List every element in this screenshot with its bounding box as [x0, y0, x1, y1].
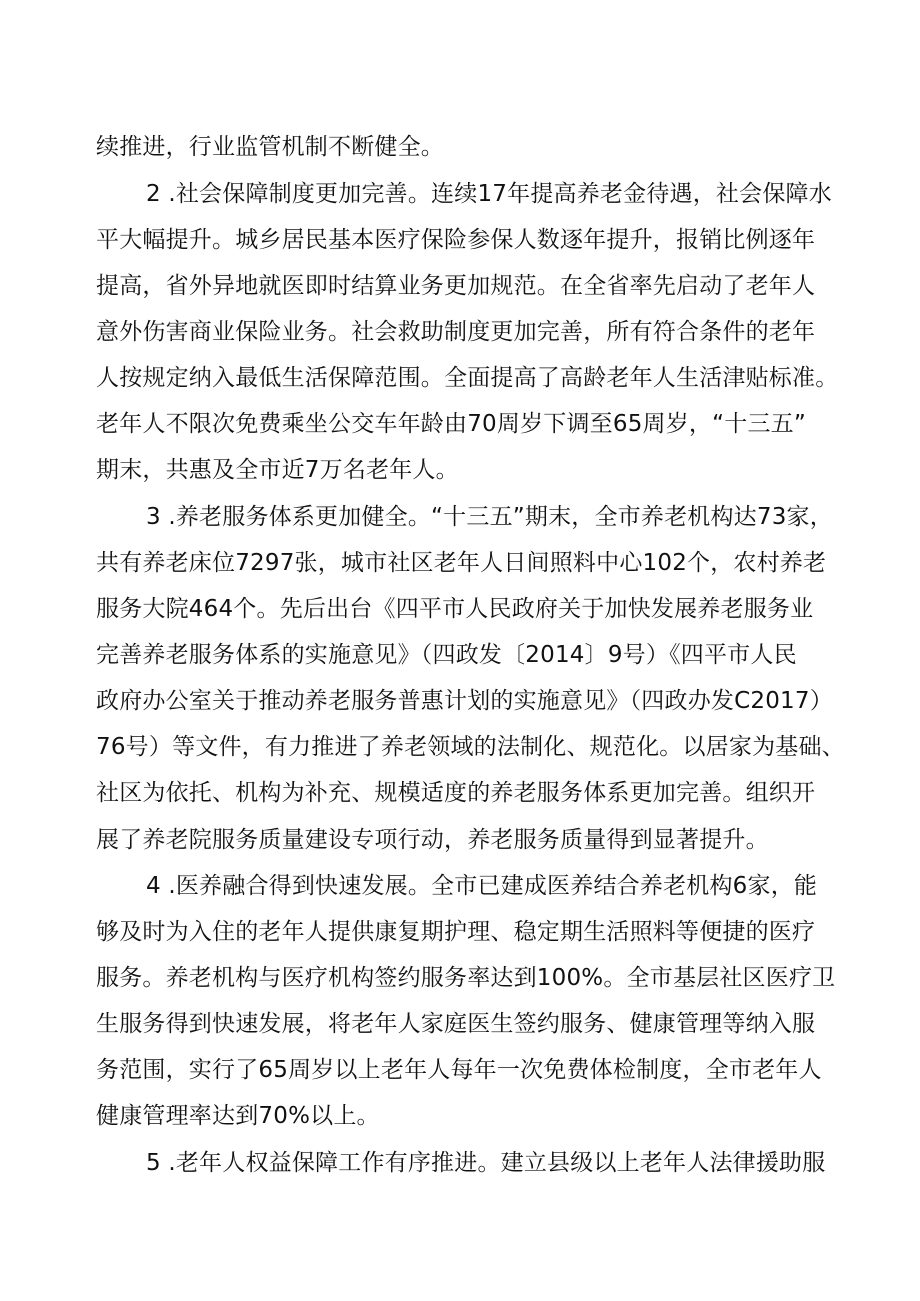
- text-line: 人按规定纳入最低生活保障范围。全面提高了高龄老年人生活津贴标准。: [96, 365, 839, 391]
- text-line: 平大幅提升。城乡居民基本医疗保险参保人数逐年提升，报销比例逐年: [96, 227, 816, 253]
- text-line: 76号）等文件，有力推进了养老领域的法制化、规范化。以居家为基础、: [96, 734, 845, 760]
- text-line: 2 .社会保障制度更加完善。连续17年提高养老金待遇，社会保障水: [146, 181, 832, 207]
- text-line: 生服务得到快速发展，将老年人家庭医生签约服务、健康管理等纳入服: [96, 1011, 816, 1037]
- text-line: 共有养老床位7297张，城市社区老年人日间照料中心102个，农村养老: [96, 550, 827, 576]
- text-line: 意外伤害商业保险业务。社会救助制度更加完善，所有符合条件的老年: [96, 319, 816, 345]
- text-line: 5 .老年人权益保障工作有序推进。建立县级以上老年人法律援助服: [146, 1150, 826, 1176]
- text-line: 健康管理率达到70%以上。: [96, 1103, 380, 1129]
- text-line: 服务。养老机构与医疗机构签约服务率达到100%。全市基层社区医疗卫: [96, 965, 836, 991]
- text-line: 3 .养老服务体系更加健全。“十三五”期末，全市养老机构达73家，: [146, 504, 833, 530]
- text-line: 政府办公室关于推动养老服务普惠计划的实施意见》（四政办发C2017）: [96, 688, 833, 714]
- text-line: 够及时为入住的老年人提供康复期护理、稳定期生活照料等便捷的医疗: [96, 919, 816, 945]
- text-line: 服务大院464个。先后出台《四平市人民政府关于加快发展养老服务业: [96, 596, 814, 622]
- text-line: 展了养老院服务质量建设专项行动，养老服务质量得到显著提升。: [96, 827, 769, 853]
- text-line: 续推进，行业监管机制不断健全。: [96, 134, 444, 160]
- text-line: 完善养老服务体系的实施意见》（四政发〔2014〕9号）《四平市人民: [96, 642, 797, 668]
- text-line: 提高，省外异地就医即时结算业务更加规范。在全省率先启动了老年人: [96, 273, 816, 299]
- text-line: 4 .医养融合得到快速发展。全市已建成医养结合养老机构6家，能: [146, 873, 818, 899]
- text-line: 老年人不限次免费乘坐公交车年龄由70周岁下调至65周岁，“十三五”: [96, 411, 806, 437]
- text-line: 期末，共惠及全市近7万名老年人。: [96, 457, 459, 483]
- text-line: 社区为依托、机构为补充、规模适度的养老服务体系更加完善。组织开: [96, 780, 816, 806]
- text-line: 务范围，实行了65周岁以上老年人每年一次免费体检制度，全市老年人: [96, 1057, 822, 1083]
